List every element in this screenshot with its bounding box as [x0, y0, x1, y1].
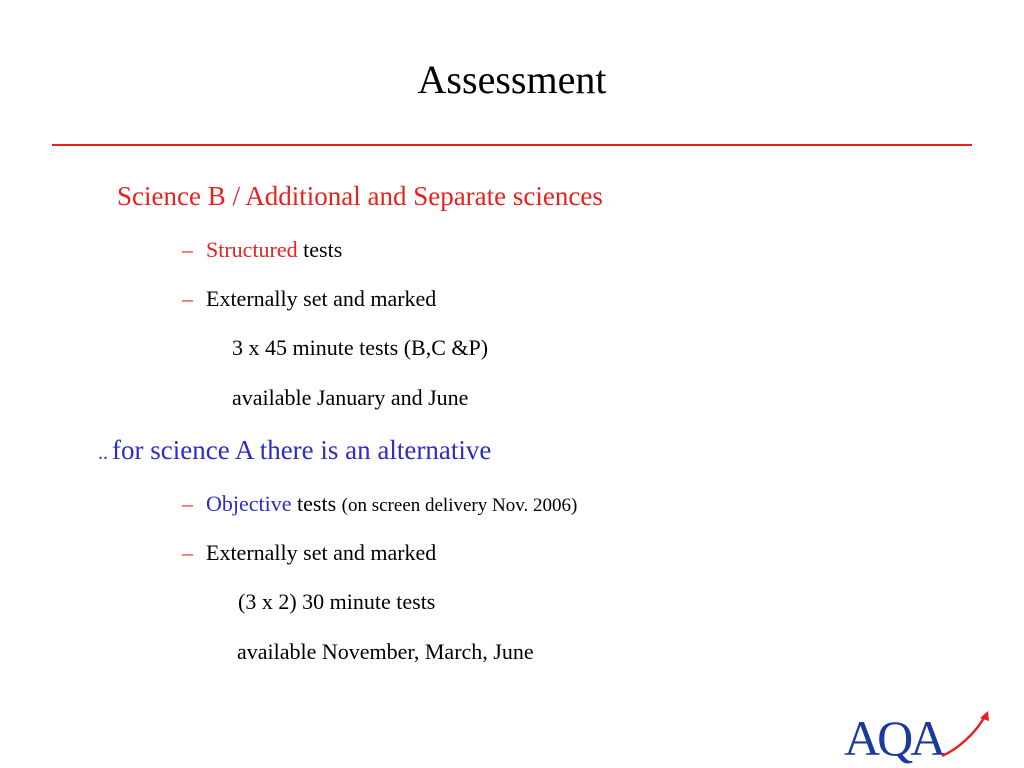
dash-bullet: –	[182, 286, 193, 311]
tests-label: tests	[297, 237, 343, 262]
externally-label: Externally set and marked	[206, 286, 437, 311]
objective-label: Objective	[206, 491, 292, 516]
dash-bullet: –	[182, 540, 193, 565]
section2-item-externally	[182, 539, 436, 567]
section2-sub-available: available November, March, June	[237, 639, 534, 664]
slide-title: Assessment	[417, 57, 607, 102]
section2-heading-row	[98, 434, 491, 469]
section1-heading: Science B / Additional and Separate sciences	[117, 181, 603, 211]
aqa-logo	[844, 706, 994, 768]
section2-item-objective	[182, 490, 577, 520]
dash-bullet: –	[182, 237, 193, 262]
tests-label: tests	[291, 491, 342, 516]
title-divider	[52, 144, 972, 146]
section2-sub-tests: (3 x 2) 30 minute tests	[238, 589, 436, 614]
delivery-note: (on screen delivery Nov. 2006)	[341, 495, 578, 516]
logo-swoosh-icon	[844, 706, 994, 768]
section1-sub-tests: 3 x 45 minute tests (B,C &P)	[232, 335, 489, 360]
ellipsis-marker: ..	[98, 442, 108, 464]
section1-sub-available: available January and June	[232, 385, 469, 410]
aqa-logo-text: AQA	[844, 710, 944, 766]
section1-item-structured	[182, 236, 342, 264]
section1-item-externally	[182, 285, 436, 313]
section2-heading: for science A there is an alternative	[112, 435, 492, 465]
structured-label: Structured	[206, 237, 298, 262]
dash-bullet: –	[182, 491, 193, 516]
externally-label: Externally set and marked	[206, 540, 437, 565]
